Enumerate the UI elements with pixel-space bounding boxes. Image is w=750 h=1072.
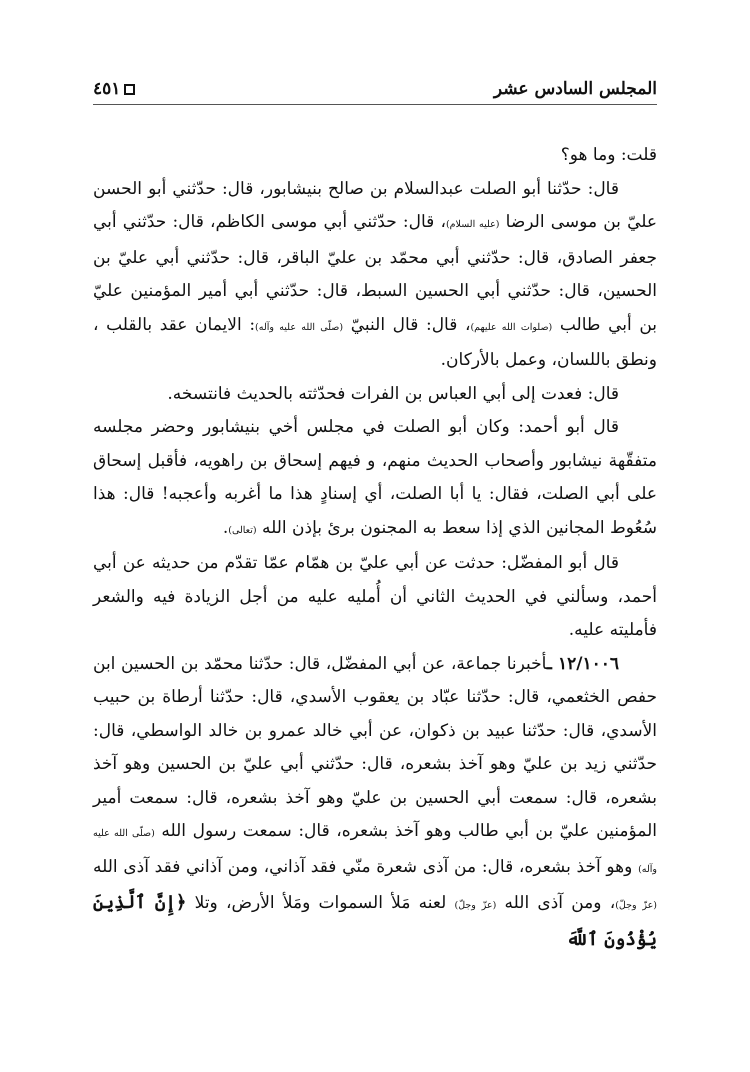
hadith-number: ١٢/١٠٠٦ ـ <box>546 653 620 674</box>
text-run: : الايمان عقد بالقلب ، ونطق باللسان، وعمل بالأركان. <box>93 314 657 370</box>
text-run: وهو آخذ بشعره، قال: من آذى شعرة منّي فقد آذاني، ومن آذاني فقد آذى الله <box>93 856 639 877</box>
text-run: قال أبو أحمد: وكان أبو الصلت في مجلس أخي بنيشابور وحضر مجلسه متفقّهة نيشابور وأصحاب الحديث منهم، و فيهم إسحاق بن راهويه، فأقبل إسحاق على أبي الصلت، فقال: يا أبا الصلت، أي إسنادٍ هذا ما أغربه وأعجبه! قال: هذا سُعُوط المجانين الذي إذا سعط به المجنون برئ بإذن الله <box>93 417 657 538</box>
page-number: ٤٥١ <box>93 79 121 99</box>
document-body <box>93 139 657 957</box>
text-run: قال: فعدت إلى أبي العباس بن الفرات فحدّثته بالحديث فانتسخه. <box>167 383 619 404</box>
paragraph <box>93 411 657 547</box>
honorific-note: (صلوات الله عليهم) <box>470 321 553 333</box>
paragraph <box>93 173 657 378</box>
square-ornament-icon <box>124 84 135 95</box>
honorific-note: (صلّى الله عليه وآله) <box>93 828 657 875</box>
honorific-note: (عزّ وجلّ) <box>454 900 497 911</box>
text-run: ، ومن آذى الله <box>496 893 616 913</box>
honorific-note: (عليه السلام) <box>445 219 500 230</box>
header-divider <box>93 104 657 105</box>
page-number-group <box>93 79 135 99</box>
text-run: ، قال: قال النبيّ <box>343 314 471 335</box>
text-run: . <box>222 517 229 538</box>
text-run: قال: حدّثنا أبو الصلت عبدالسلام بن صالح بنيشابور، قال: حدّثني أبو الحسن عليّ بن موسى الرضا <box>93 178 658 232</box>
paragraph <box>93 139 657 173</box>
quran-verse: ﴿إِنَّ ٱلَّذِينَ يُؤْذُونَ ٱللَّهَ <box>93 892 657 950</box>
text-run: ، قال: حدّثني أبي موسى الكاظم، قال: حدّثني أبي جعفر الصادق، قال: حدّثني أبي محمّد بن عليّ الباقر، قال: حدّثني أبي عليّ بن الحسين، قال: حدّثني أبي الحسين السبط، قال: حدّثني أبي أمير المؤمنين عليّ بن أبي طالب <box>93 212 657 335</box>
text-run: قال أبو المفضّل: حدثت عن أبي عليّ بن همّام عمّا تقدّم من حديثه عن أبي أحمد، وسألني في الحديث الثاني أن أُمليه عليه من أجل الزيادة فيه والشعر فأمليته عليه. <box>93 553 657 640</box>
text-run: قلت: وما هو؟ <box>560 145 657 165</box>
text-run: لعنه مَلأ السموات ومَلأ الأرض، وتلا <box>186 893 455 913</box>
honorific-note: (تعالى) <box>228 524 257 536</box>
page-header <box>93 78 657 100</box>
text-run: أخبرنا جماعة، عن أبي المفضّل، قال: حدّثنا محمّد بن الحسين ابن حفص الخثعمي، قال: حدّثنا عبّاد بن يعقوب الأسدي، قال: حدّثنا أرطاة بن حبيب الأسدي، قال: حدّثنا عبيد بن ذكوان، عن أبي خالد عمرو بن خالد الواسطي، قال: حدّثني زيد بن عليّ وهو آخذ بشعره، قال: حدّثني أبي عليّ بن الحسين وهو آخذ بشعره، قال: سمعت أبي الحسين بن عليّ وهو آخذ بشعره، قال: سمعت أمير المؤمنين عليّ بن أبي طالب وهو آخذ بشعره، قال: سمعت رسول الله <box>93 653 657 841</box>
paragraph <box>93 648 657 958</box>
honorific-note: (عزّ وجلّ) <box>615 900 657 911</box>
paragraph <box>93 547 657 648</box>
honorific-note: (صلّى الله عليه وآله) <box>255 321 344 333</box>
paragraph <box>93 378 657 412</box>
chapter-title: المجلس السادس عشر <box>493 79 657 99</box>
